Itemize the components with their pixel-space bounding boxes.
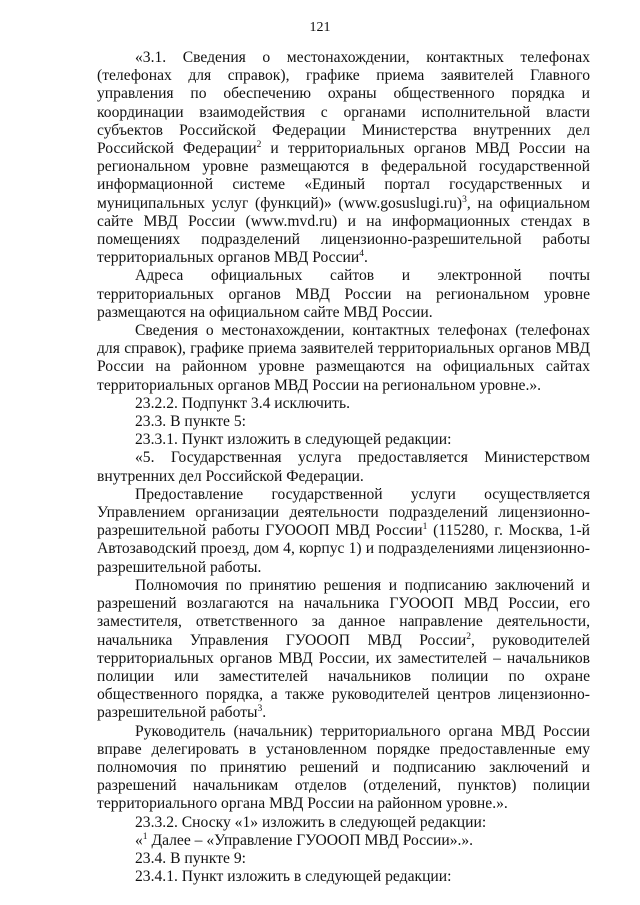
footnote-reference: 2 bbox=[466, 631, 472, 642]
paragraph bbox=[97, 431, 590, 449]
footnote-reference: 4 bbox=[359, 249, 364, 260]
paragraph-text: Предоставление государственной услуги осуществляется Управлением организации деятельности подразделений лицензионно-разрешительной работы ГУОООП МВД России bbox=[97, 485, 590, 540]
paragraph-text: . bbox=[363, 249, 368, 267]
paragraph bbox=[97, 49, 590, 267]
paragraph-text: Далее – «Управление ГУОООП МВД России».». bbox=[147, 831, 474, 849]
footnote-reference: 1 bbox=[422, 522, 428, 533]
paragraph-text: Сведения о местонахождении, контактных телефонах (телефонах для справок), графике приема заявителей территориальных органов МВД России на районном уровне размещаются на официальных сайтах территориальных органов МВД России на региональном уровне.». bbox=[97, 322, 590, 394]
paragraph bbox=[97, 486, 590, 577]
paragraph-text: Адреса официальных сайтов и электронной почты территориальных органов МВД России на региональном уровне размещаются на официальном сайте МВД России. bbox=[97, 267, 590, 321]
paragraph-text: 23.4. В пункте 9: bbox=[135, 849, 247, 867]
paragraph-text: «5. Государственная услуга предоставляется Министерством внутренних дел Российской Федерации. bbox=[97, 449, 590, 485]
paragraph-text: Полномочия по принятию решения и подписанию заключений и разрешений возлагаются на начальника ГУОООП МВД России, его заместителя, ответственного за данное направление деятельности, начальника Управления ГУОООП МВД России bbox=[97, 576, 590, 649]
footnote-reference: 3 bbox=[257, 704, 263, 715]
paragraph bbox=[97, 413, 590, 431]
paragraph bbox=[97, 723, 590, 814]
paragraph-text: , на официальном сайте МВД России (www.mvd.ru) и на информационных стендах в помещениях подразделений лицензионно-разрешительной работы территориальных органов МВД России bbox=[97, 194, 591, 267]
footnote-reference: 2 bbox=[256, 140, 262, 151]
paragraph bbox=[97, 832, 590, 850]
paragraph-text: Руководитель (начальник) территориального органа МВД России вправе делегировать в установленном порядке предоставленные ему полномочия по принятию решений и подписанию заключений и разрешений начальникам отделов (отделений, пунктов) полиции территориального органа МВД России на районном уровне.». bbox=[97, 722, 590, 813]
footnote-reference: 1 bbox=[142, 831, 148, 842]
document-body bbox=[97, 49, 590, 886]
paragraph-text: 23.3.2. Сноску «1» изложить в следующей редакции: bbox=[135, 813, 487, 831]
paragraph-text: 23.2.2. Подпункт 3.4 исключить. bbox=[135, 394, 350, 412]
paragraph bbox=[97, 814, 590, 832]
paragraph bbox=[97, 449, 590, 485]
page-number: 121 bbox=[309, 20, 331, 35]
paragraph-text: 23.3. В пункте 5: bbox=[135, 413, 247, 431]
paragraph-text: , руководителей территориальных органов МВД России, их заместителей – начальников полиции или заместителей начальников полиции по охране общественного порядка, а также руководителей центров лицензионно-разрешительной работы bbox=[97, 631, 590, 722]
paragraph bbox=[97, 868, 590, 886]
paragraph bbox=[97, 267, 590, 322]
paragraph bbox=[97, 850, 590, 868]
paragraph-text: (115280, г. Москва, 1-й Автозаводский проезд, дом 4, корпус 1) и подразделениями лицензионно-разрешительной работы. bbox=[97, 522, 590, 576]
paragraph-text: «3.1. Сведения о местонахождении, контактных телефонах (телефонах для справок), графике приема заявителей Главного управления по обеспечению охраны общественного порядка и координации взаимодействия с органами исполнительной власти субъектов Российской Федерации Министерства внутренних дел Российской Федерации bbox=[97, 49, 590, 158]
paragraph-text: и территориальных органов МВД России на региональном уровне размещаются в федеральной государственной информационной системе «Единый портал государственных и муниципальных услуг (функций)» (www.gosuslugi.ru) bbox=[97, 140, 590, 212]
footnote-reference: 3 bbox=[462, 194, 467, 205]
paragraph bbox=[97, 395, 590, 413]
paragraph bbox=[97, 577, 590, 723]
paragraph-text: « bbox=[135, 831, 143, 849]
paragraph-text: 23.4.1. Пункт изложить в следующей редакции: bbox=[135, 868, 452, 886]
paragraph bbox=[97, 322, 590, 395]
paragraph-text: 23.3.1. Пункт изложить в следующей редакции: bbox=[135, 431, 452, 449]
paragraph-text: . bbox=[262, 704, 267, 722]
